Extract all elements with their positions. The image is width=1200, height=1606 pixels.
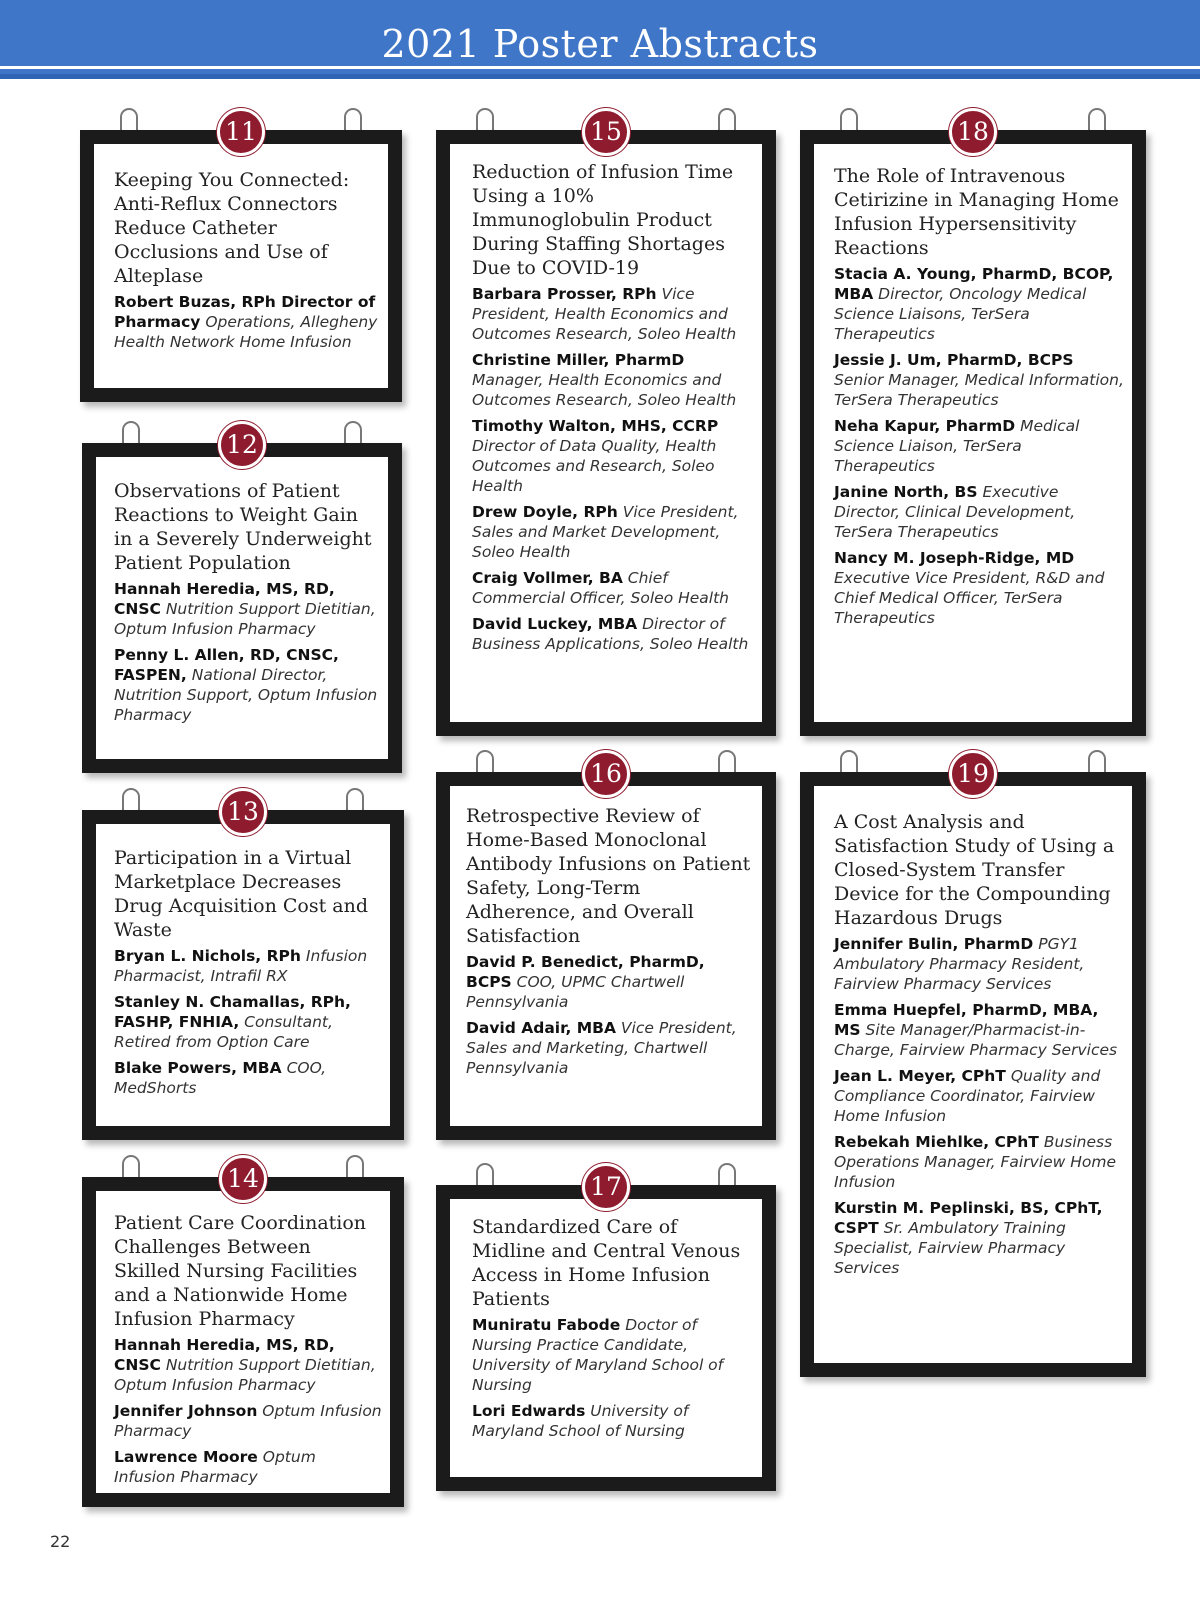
author-entry <box>472 614 754 654</box>
author-name: Emma Huepfel, PharmD, MBA, MS <box>834 1001 1099 1039</box>
author-affiliation: Nutrition Support Dietitian, Optum Infusion Pharmacy <box>114 600 376 638</box>
poster-number-badge: 16 <box>582 750 630 798</box>
author-affiliation: Executive Vice President, R&D and Chief Medical Officer, TerSera Therapeutics <box>834 569 1105 627</box>
author-affiliation: Site Manager/Pharmacist-in-Charge, Fairview Pharmacy Services <box>834 1021 1118 1059</box>
author-entry <box>834 548 1124 628</box>
author-name: Jessie J. Um, PharmD, BCPS <box>834 351 1074 369</box>
hanger-hook <box>344 108 362 132</box>
poster-title: Keeping You Connected: Anti-Reflux Connectors Reduce Catheter Occlusions and Use of Alteplase <box>114 169 350 287</box>
poster-number-badge: 14 <box>219 1155 267 1203</box>
hanger-hook <box>476 1163 494 1187</box>
poster-number-badge: 18 <box>949 108 997 156</box>
author-name: Lawrence Moore <box>114 1448 258 1466</box>
author-name: Kurstin M. Peplinski, BS, CPhT, CSPT <box>834 1199 1103 1237</box>
author-name: David P. Benedict, PharmD, BCPS <box>466 953 705 991</box>
author-affiliation: Manager, Health Economics and Outcomes Research, Soleo Health <box>472 371 737 409</box>
poster-title: Reduction of Infusion Time Using a 10% Immunoglobulin Product During Staffing Shortages Due to COVID-19 <box>472 161 734 279</box>
poster-content <box>114 479 380 731</box>
author-entry <box>834 1132 1124 1192</box>
author-entry <box>466 1018 754 1078</box>
author-name: Muniratu Fabode <box>472 1316 621 1334</box>
author-affiliation: Vice President, Health Economics and Outcomes Research, Soleo Health <box>472 285 737 343</box>
poster-number-badge: 17 <box>582 1163 630 1211</box>
author-entry <box>114 579 380 639</box>
author-name: Jennifer Bulin, PharmD <box>834 935 1034 953</box>
author-entry <box>472 284 754 344</box>
page-number: 22 <box>50 1532 71 1551</box>
author-name: Barbara Prosser, RPh <box>472 285 657 303</box>
hanger-hook <box>344 421 362 445</box>
author-affiliation: Consultant, Retired from Option Care <box>114 1013 333 1051</box>
author-affiliation: Medical Science Liaison, TerSera Therapeutics <box>834 417 1080 475</box>
author-entry <box>466 952 754 1012</box>
author-affiliation: Executive Director, Clinical Development, TerSera Therapeutics <box>834 483 1076 541</box>
poster-content <box>114 846 382 1104</box>
author-name: Timothy Walton, MHS, CCRP <box>472 417 719 435</box>
author-entry <box>834 350 1124 410</box>
poster-content <box>834 810 1124 1284</box>
author-name: Stacia A. Young, PharmD, BCOP, MBA <box>834 265 1114 303</box>
author-affiliation: COO, UPMC Chartwell Pennsylvania <box>466 973 685 1011</box>
author-affiliation: Business Operations Manager, Fairview Home Infusion <box>834 1133 1116 1191</box>
author-entry <box>834 264 1124 344</box>
author-affiliation: Infusion Pharmacist, Intrafil RX <box>114 947 368 985</box>
hanger-hook <box>476 750 494 774</box>
poster-number-badge: 12 <box>218 421 266 469</box>
hanger-hook <box>718 108 736 132</box>
author-name: Drew Doyle, RPh <box>472 503 618 521</box>
author-entry <box>834 934 1124 994</box>
author-entry <box>472 416 754 496</box>
author-entry <box>834 1000 1124 1060</box>
author-entry <box>114 1447 382 1487</box>
author-name: Neha Kapur, PharmD <box>834 417 1016 435</box>
poster-number-badge: 11 <box>217 108 265 156</box>
author-affiliation: Optum Infusion Pharmacy <box>114 1448 316 1486</box>
author-name: David Adair, MBA <box>466 1019 616 1037</box>
author-entry <box>472 502 754 562</box>
poster-title: Standardized Care of Midline and Central Venous Access in Home Infusion Patients <box>472 1216 741 1310</box>
hanger-hook <box>346 1155 364 1179</box>
author-affiliation: Operations, Allegheny Health Network Home Infusion <box>114 313 378 351</box>
author-affiliation: Senior Manager, Medical Information, TerSera Therapeutics <box>834 371 1124 409</box>
hanger-hook <box>718 1163 736 1187</box>
author-affiliation: Doctor of Nursing Practice Candidate, University of Maryland School of Nursing <box>472 1316 724 1394</box>
hanger-hook <box>840 108 858 132</box>
poster-content <box>114 168 380 358</box>
author-entry <box>114 645 380 725</box>
author-name: Janine North, BS <box>834 483 978 501</box>
author-affiliation: Director, Oncology Medical Science Liaisons, TerSera Therapeutics <box>834 285 1087 343</box>
author-entry <box>114 946 382 986</box>
author-name: Christine Miller, PharmD <box>472 351 685 369</box>
poster-number-badge: 15 <box>582 108 630 156</box>
author-name: Bryan L. Nichols, RPh <box>114 947 301 965</box>
poster-title: A Cost Analysis and Satisfaction Study of Using a Closed-System Transfer Device for the Compounding Hazardous Drugs <box>834 811 1115 929</box>
hanger-hook <box>120 108 138 132</box>
poster-content <box>114 1211 382 1493</box>
author-entry <box>114 292 380 352</box>
author-affiliation: Quality and Compliance Coordinator, Fairview Home Infusion <box>834 1067 1101 1125</box>
author-affiliation: Nutrition Support Dietitian, Optum Infusion Pharmacy <box>114 1356 376 1394</box>
author-affiliation: Director of Business Applications, Soleo Health <box>472 615 749 653</box>
author-name: Hannah Heredia, MS, RD, CNSC <box>114 580 335 618</box>
author-affiliation: Optum Infusion Pharmacy <box>114 1402 382 1440</box>
hanger-hook <box>1088 750 1106 774</box>
author-affiliation: Vice President, Sales and Market Development, Soleo Health <box>472 503 739 561</box>
author-affiliation: Sr. Ambulatory Training Specialist, Fairview Pharmacy Services <box>834 1219 1066 1277</box>
author-entry <box>834 416 1124 476</box>
hanger-hook <box>122 421 140 445</box>
author-name: Lori Edwards <box>472 1402 586 1420</box>
author-affiliation: PGY1 Ambulatory Pharmacy Resident, Fairview Pharmacy Services <box>834 935 1085 993</box>
author-entry <box>114 1335 382 1395</box>
author-entry <box>472 350 754 410</box>
author-name: Craig Vollmer, BA <box>472 569 623 587</box>
author-affiliation: Vice President, Sales and Marketing, Chartwell Pennsylvania <box>466 1019 737 1077</box>
poster-number-badge: 19 <box>949 750 997 798</box>
author-entry <box>114 1058 382 1098</box>
poster-title: Participation in a Virtual Marketplace Decreases Drug Acquisition Cost and Waste <box>114 847 368 941</box>
poster-content <box>472 160 754 660</box>
author-entry <box>472 1401 754 1441</box>
author-entry <box>114 992 382 1052</box>
poster-number-badge: 13 <box>219 788 267 836</box>
author-entry <box>834 1066 1124 1126</box>
author-entry <box>472 1315 754 1395</box>
hanger-hook <box>1088 108 1106 132</box>
hanger-hook <box>122 788 140 812</box>
poster-title: Patient Care Coordination Challenges Between Skilled Nursing Facilities and a Nationwide Home Infusion Pharmacy <box>114 1212 367 1330</box>
author-name: David Luckey, MBA <box>472 615 638 633</box>
author-affiliation: Director of Data Quality, Health Outcomes and Research, Soleo Health <box>472 437 717 495</box>
author-name: Robert Buzas, RPh Director of Pharmacy <box>114 293 376 331</box>
poster-content <box>834 164 1124 634</box>
author-entry <box>472 568 754 608</box>
author-entry <box>834 1198 1124 1278</box>
hanger-hook <box>346 788 364 812</box>
poster-content <box>472 1215 754 1447</box>
author-name: Hannah Heredia, MS, RD, CNSC <box>114 1336 335 1374</box>
author-name: Nancy M. Joseph-Ridge, MD <box>834 549 1075 567</box>
author-affiliation: Chief Commercial Officer, Soleo Health <box>472 569 729 607</box>
hanger-hook <box>122 1155 140 1179</box>
header-rule-lower <box>0 74 1200 79</box>
author-name: Penny L. Allen, RD, CNSC, FASPEN, <box>114 646 339 684</box>
author-affiliation: National Director, Nutrition Support, Optum Infusion Pharmacy <box>114 666 378 724</box>
author-name: Stanley N. Chamallas, RPh, FASHP, FNHIA, <box>114 993 351 1031</box>
poster-title: The Role of Intravenous Cetirizine in Managing Home Infusion Hypersensitivity Reactions <box>834 165 1119 259</box>
hanger-hook <box>840 750 858 774</box>
author-name: Blake Powers, MBA <box>114 1059 282 1077</box>
author-name: Jennifer Johnson <box>114 1402 258 1420</box>
author-name: Jean L. Meyer, CPhT <box>834 1067 1006 1085</box>
poster-title: Observations of Patient Reactions to Weight Gain in a Severely Underweight Patient Population <box>114 480 372 574</box>
author-affiliation: COO, MedShorts <box>114 1059 327 1097</box>
hanger-hook <box>476 108 494 132</box>
hanger-hook <box>718 750 736 774</box>
page-title: 2021 Poster Abstracts <box>381 22 819 66</box>
poster-title: Retrospective Review of Home-Based Monoclonal Antibody Infusions on Patient Safety, Long-Term Adherence, and Overall Satisfaction <box>466 805 751 947</box>
author-entry <box>114 1401 382 1441</box>
author-affiliation: University of Maryland School of Nursing <box>472 1402 689 1440</box>
author-entry <box>834 482 1124 542</box>
poster-content <box>466 804 754 1084</box>
author-name: Rebekah Miehlke, CPhT <box>834 1133 1039 1151</box>
